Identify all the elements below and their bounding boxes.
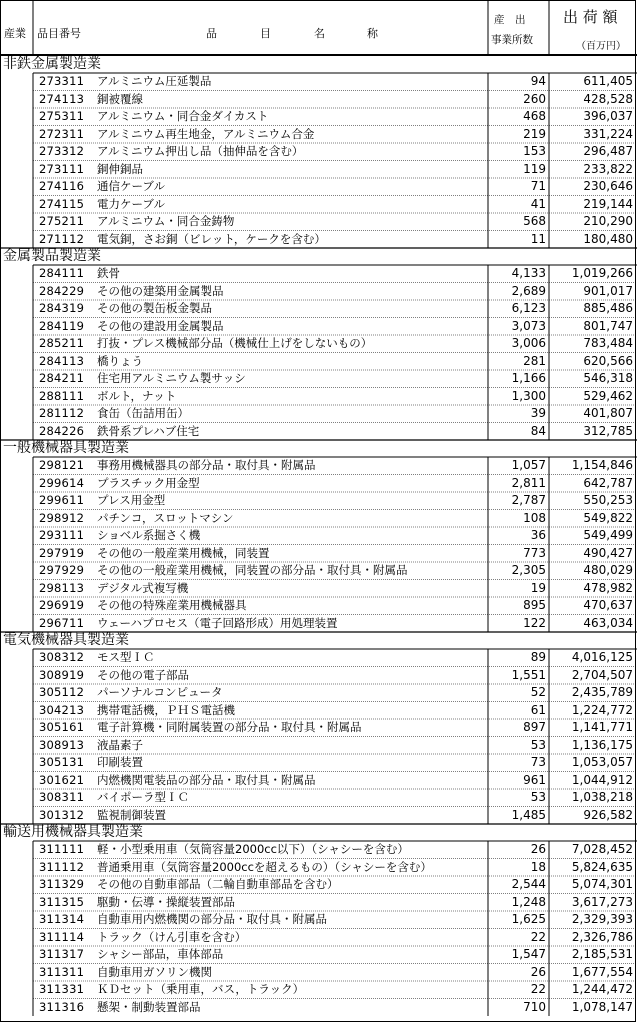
shipment-value: 230,646 bbox=[583, 179, 633, 193]
item-name: 銅被覆線 bbox=[97, 91, 143, 106]
item-name: バイポーラ型ＩＣ bbox=[97, 790, 189, 804]
item-code: 301621 bbox=[39, 772, 85, 787]
shipment-value: 7,028,452 bbox=[571, 842, 633, 856]
item-code: 293111 bbox=[39, 528, 85, 542]
item-name: その他の建設用金属製品 bbox=[97, 318, 224, 333]
establishment-count: 18 bbox=[530, 859, 546, 874]
item-name: シャシー部品，車体部品 bbox=[97, 947, 224, 961]
establishment-count: 19 bbox=[530, 580, 546, 595]
item-name: 液晶素子 bbox=[97, 737, 143, 752]
item-name: 内燃機関電装品の部分品・取付具・附属品 bbox=[97, 772, 316, 787]
item-name: パチンコ，スロットマシン bbox=[97, 510, 234, 525]
shipment-value: 546,318 bbox=[583, 371, 633, 385]
shipment-value: 2,435,789 bbox=[571, 685, 633, 699]
item-name: ボルト，ナット bbox=[97, 388, 177, 403]
shipment-value: 2,326,786 bbox=[571, 929, 633, 944]
item-code: 275311 bbox=[39, 109, 85, 123]
header-item-name-char-4: 称 bbox=[367, 27, 378, 40]
shipment-value: 1,141,771 bbox=[571, 720, 633, 734]
shipment-value: 1,224,772 bbox=[571, 702, 633, 717]
item-name: 監視制御装置 bbox=[97, 807, 166, 822]
item-code: 311316 bbox=[39, 999, 85, 1014]
establishment-count: 2,544 bbox=[511, 877, 546, 891]
shipment-value: 312,785 bbox=[583, 423, 633, 438]
item-code: 311314 bbox=[39, 912, 85, 926]
shipment-value: 1,136,175 bbox=[571, 737, 633, 752]
item-code: 273312 bbox=[39, 144, 85, 158]
item-code: 297919 bbox=[39, 545, 85, 560]
item-code: 301312 bbox=[39, 807, 85, 822]
establishment-count: 219 bbox=[523, 126, 546, 141]
shipment-value: 2,704,507 bbox=[571, 667, 633, 682]
shipment-value: 611,405 bbox=[583, 74, 633, 88]
shipment-value: 5,074,301 bbox=[571, 877, 633, 891]
shipment-value: 3,617,273 bbox=[571, 894, 633, 909]
item-name: 橋りょう bbox=[97, 353, 143, 368]
item-name: 住宅用アルミニウム製サッシ bbox=[97, 371, 246, 385]
item-name: 電気銅，さお銅（ビレット，ケークを含む） bbox=[97, 231, 326, 246]
item-code: 274116 bbox=[39, 179, 85, 193]
item-code: 273311 bbox=[39, 74, 85, 88]
shipment-value: 1,677,554 bbox=[571, 964, 633, 979]
shipment-value: 642,787 bbox=[583, 475, 633, 490]
establishment-count: 53 bbox=[530, 737, 546, 752]
item-name: ショベル系掘さく機 bbox=[97, 528, 201, 542]
shipment-value: 1,154,846 bbox=[571, 458, 633, 472]
establishment-count: 1,625 bbox=[511, 912, 546, 926]
item-code: 271112 bbox=[39, 231, 85, 246]
item-code: 305112 bbox=[39, 685, 85, 699]
establishment-count: 710 bbox=[523, 999, 546, 1014]
shipment-value: 801,747 bbox=[583, 318, 633, 333]
establishment-count: 961 bbox=[523, 772, 546, 787]
item-name: アルミニウム押出し品（抽伸品を含む） bbox=[97, 144, 304, 158]
item-name: その他の一般産業用機械，同装置の部分品・取付具・附属品 bbox=[97, 563, 408, 577]
establishment-count: 52 bbox=[530, 685, 546, 699]
shipment-value: 470,637 bbox=[583, 598, 633, 612]
shipment-value: 4,016,125 bbox=[571, 650, 633, 664]
item-code: 281112 bbox=[39, 406, 85, 420]
establishment-count: 89 bbox=[530, 650, 546, 664]
establishment-count: 1,485 bbox=[511, 807, 546, 822]
establishment-count: 61 bbox=[530, 702, 546, 717]
item-name: 事務用機械器具の部分品・取付具・附属品 bbox=[97, 458, 316, 472]
item-name: パーソナルコンピュータ bbox=[97, 685, 223, 699]
item-name: 自動車用ガソリン機関 bbox=[97, 964, 212, 979]
shipment-value: 219,144 bbox=[583, 196, 633, 211]
item-code: 308913 bbox=[39, 737, 85, 752]
header-item-code: 品目番号 bbox=[37, 27, 81, 40]
establishment-count: 3,006 bbox=[511, 336, 546, 350]
shipment-value: 478,982 bbox=[583, 580, 633, 595]
establishment-count: 26 bbox=[530, 842, 546, 856]
establishment-count: 84 bbox=[530, 423, 546, 438]
item-name: トラック（けん引車を含む） bbox=[97, 929, 247, 944]
establishment-count: 3,073 bbox=[511, 318, 546, 333]
establishment-count: 122 bbox=[523, 615, 546, 630]
shipment-value: 901,017 bbox=[583, 283, 633, 298]
shipment-value: 550,253 bbox=[583, 493, 633, 507]
item-name: 銅伸銅品 bbox=[97, 161, 143, 176]
item-name: その他の製缶板金製品 bbox=[97, 301, 212, 315]
header-unit: （百万円） bbox=[576, 41, 626, 52]
item-code: 284113 bbox=[39, 353, 85, 368]
shipment-value: 296,487 bbox=[583, 144, 633, 158]
establishment-count: 2,689 bbox=[511, 283, 546, 298]
item-name: ＫＤセット（乗用車，バス，トラック） bbox=[97, 982, 305, 996]
item-code: 284211 bbox=[39, 371, 85, 385]
item-code: 305161 bbox=[39, 720, 85, 734]
establishment-count: 53 bbox=[530, 790, 546, 804]
section-heading: 電気機械器具製造業 bbox=[3, 632, 129, 648]
establishment-count: 22 bbox=[530, 929, 546, 944]
shipment-value: 1,244,472 bbox=[571, 982, 633, 996]
item-code: 311329 bbox=[39, 877, 85, 891]
item-code: 274113 bbox=[39, 91, 85, 106]
shipment-value: 783,484 bbox=[583, 336, 633, 350]
establishment-count: 119 bbox=[523, 161, 546, 176]
item-code: 275211 bbox=[39, 214, 85, 228]
shipment-value: 2,185,531 bbox=[571, 947, 633, 961]
item-code: 311112 bbox=[39, 859, 85, 874]
item-name: 普通乗用車（気筒容量2000ccを超えるもの）（シャシーを含む） bbox=[97, 859, 432, 874]
shipment-value: 463,034 bbox=[583, 615, 633, 630]
section-heading: 非鉄金属製造業 bbox=[3, 56, 101, 72]
header-item-name-char-1: 品 bbox=[206, 27, 217, 40]
item-name: 電子計算機・同附属装置の部分品・取付具・附属品 bbox=[97, 720, 362, 734]
item-name: その他の電子部品 bbox=[97, 667, 189, 682]
establishment-count: 2,787 bbox=[511, 493, 546, 507]
establishment-count: 260 bbox=[523, 91, 546, 106]
establishment-count: 2,811 bbox=[511, 475, 546, 490]
shipment-value: 529,462 bbox=[583, 388, 633, 403]
item-code: 308311 bbox=[39, 790, 85, 804]
item-name: ウェーハプロセス（電子回路形成）用処理装置 bbox=[97, 615, 338, 630]
item-name: デジタル式複写機 bbox=[97, 580, 189, 595]
item-code: 305131 bbox=[39, 755, 85, 769]
item-code: 311311 bbox=[39, 964, 85, 979]
item-name: 軽・小型乗用車（気筒容量2000cc以下）（シャシーを含む） bbox=[97, 842, 409, 856]
item-name: アルミニウム・同合金鋳物 bbox=[97, 214, 235, 228]
header-item-name-char-2: 目 bbox=[260, 27, 271, 40]
establishment-count: 1,166 bbox=[511, 371, 546, 385]
item-name: 食缶（缶詰用缶） bbox=[97, 406, 189, 420]
shipment-value: 401,807 bbox=[583, 406, 633, 420]
establishment-count: 468 bbox=[523, 109, 546, 123]
item-name: その他の建築用金属製品 bbox=[97, 283, 224, 298]
header-establishments: 産 出 bbox=[494, 14, 526, 26]
establishment-count: 36 bbox=[530, 528, 546, 542]
item-name: 自動車用内燃機関の部分品・取付具・附属品 bbox=[97, 912, 327, 926]
establishment-count: 6,123 bbox=[511, 301, 546, 315]
item-name: 携帯電話機，ＰＨＳ電話機 bbox=[97, 702, 235, 717]
establishment-count: 2,305 bbox=[511, 563, 546, 577]
item-name: アルミニウム圧延製品 bbox=[97, 74, 212, 88]
item-name: その他の一般産業用機械，同装置 bbox=[97, 545, 270, 560]
item-code: 311315 bbox=[39, 894, 85, 909]
shipment-value: 1,078,147 bbox=[571, 999, 633, 1014]
shipment-value: 210,290 bbox=[583, 214, 633, 228]
shipment-value: 5,824,635 bbox=[571, 859, 633, 874]
establishment-count: 11 bbox=[530, 231, 546, 246]
establishment-count: 71 bbox=[530, 179, 546, 193]
item-code: 297929 bbox=[39, 563, 85, 577]
establishment-count: 1,551 bbox=[511, 667, 546, 682]
establishment-count: 281 bbox=[523, 353, 546, 368]
item-name: プラスチック用金型 bbox=[97, 475, 200, 490]
shipment-value: 331,224 bbox=[583, 126, 633, 141]
header-item-name-char-3: 名 bbox=[314, 27, 325, 40]
shipment-value: 480,029 bbox=[583, 563, 633, 577]
establishment-count: 773 bbox=[523, 545, 546, 560]
establishment-count: 568 bbox=[523, 214, 546, 228]
shipment-value: 926,582 bbox=[583, 807, 633, 822]
item-code: 284119 bbox=[39, 318, 85, 333]
shipment-value: 1,038,218 bbox=[571, 790, 633, 804]
item-name: 電力ケーブル bbox=[97, 196, 165, 211]
item-name: その他の特殊産業用機械器具 bbox=[97, 598, 247, 612]
item-code: 299614 bbox=[39, 475, 85, 490]
shipment-value: 490,427 bbox=[583, 545, 633, 560]
establishment-count: 1,547 bbox=[511, 947, 546, 961]
item-name: 懸架・制動装置部品 bbox=[97, 999, 201, 1014]
section-heading: 輸送用機械器具製造業 bbox=[3, 824, 143, 840]
item-code: 284319 bbox=[39, 301, 85, 315]
item-code: 273111 bbox=[39, 161, 85, 176]
section-heading: 金属製品製造業 bbox=[3, 248, 101, 264]
item-code: 298121 bbox=[39, 458, 85, 472]
establishment-count: 1,057 bbox=[511, 458, 546, 472]
item-code: 296919 bbox=[39, 598, 85, 612]
shipment-value: 428,528 bbox=[583, 91, 633, 106]
item-name: プレス用金型 bbox=[97, 493, 166, 507]
establishment-count: 94 bbox=[530, 74, 546, 88]
item-code: 311317 bbox=[39, 947, 85, 961]
item-code: 304213 bbox=[39, 702, 85, 717]
establishment-count: 26 bbox=[530, 964, 546, 979]
item-name: 打抜・プレス機械部分品（機械仕上げをしないもの） bbox=[97, 336, 373, 350]
establishment-count: 897 bbox=[523, 720, 546, 734]
establishment-count: 39 bbox=[530, 406, 546, 420]
shipment-value: 1,044,912 bbox=[571, 772, 633, 787]
item-name: 駆動・伝導・操縦装置部品 bbox=[97, 894, 235, 909]
establishment-count: 41 bbox=[530, 196, 546, 211]
item-code: 284229 bbox=[39, 283, 85, 298]
item-code: 284226 bbox=[39, 423, 85, 438]
item-code: 274115 bbox=[39, 196, 85, 211]
header-establishments-label: 事業所数 bbox=[491, 34, 533, 46]
item-name: その他の自動車部品（二輪自動車部品を含む） bbox=[97, 877, 339, 891]
item-code: 311114 bbox=[39, 929, 85, 944]
item-code: 272311 bbox=[39, 126, 85, 141]
item-code: 284111 bbox=[39, 266, 85, 280]
establishment-count: 108 bbox=[523, 510, 546, 525]
item-code: 285211 bbox=[39, 336, 85, 350]
item-code: 288111 bbox=[39, 388, 85, 403]
item-name: モス型ＩＣ bbox=[97, 650, 155, 664]
item-code: 298113 bbox=[39, 580, 85, 595]
item-code: 311331 bbox=[39, 982, 85, 996]
shipment-value: 620,566 bbox=[583, 353, 633, 368]
item-code: 298912 bbox=[39, 510, 85, 525]
item-name: 印刷装置 bbox=[97, 755, 143, 769]
establishment-count: 1,248 bbox=[511, 894, 546, 909]
shipment-value: 233,822 bbox=[583, 161, 633, 176]
section-heading: 一般機械器具製造業 bbox=[3, 440, 129, 456]
shipment-value: 549,499 bbox=[583, 528, 633, 542]
shipment-value: 180,480 bbox=[583, 231, 633, 246]
item-code: 296711 bbox=[39, 615, 85, 630]
item-code: 308919 bbox=[39, 667, 85, 682]
shipment-value: 885,486 bbox=[583, 301, 633, 315]
establishment-count: 22 bbox=[530, 982, 546, 996]
item-name: アルミニウム・同合金ダイカスト bbox=[97, 109, 269, 123]
shipment-value: 396,037 bbox=[583, 109, 633, 123]
establishment-count: 1,300 bbox=[511, 388, 546, 403]
item-code: 299611 bbox=[39, 493, 85, 507]
item-code: 311111 bbox=[39, 842, 85, 856]
item-name: 通信ケーブル bbox=[97, 179, 165, 193]
shipment-value: 1,053,057 bbox=[571, 755, 633, 769]
shipment-value: 549,822 bbox=[583, 510, 633, 525]
shipment-value: 1,019,266 bbox=[571, 266, 633, 280]
establishment-count: 895 bbox=[523, 598, 546, 612]
shipment-value: 2,329,393 bbox=[571, 912, 633, 926]
establishment-count: 4,133 bbox=[511, 266, 546, 280]
item-name: 鉄骨系プレハブ住宅 bbox=[97, 423, 200, 438]
header-shipments: 出 荷 額 bbox=[563, 8, 618, 26]
item-name: 鉄骨 bbox=[97, 266, 120, 280]
item-name: アルミニウム再生地金，アルミニウム合金 bbox=[97, 126, 315, 141]
establishment-count: 73 bbox=[530, 755, 546, 769]
establishment-count: 153 bbox=[523, 144, 546, 158]
item-code: 308312 bbox=[39, 650, 85, 664]
header-industry: 産業 bbox=[4, 27, 26, 40]
